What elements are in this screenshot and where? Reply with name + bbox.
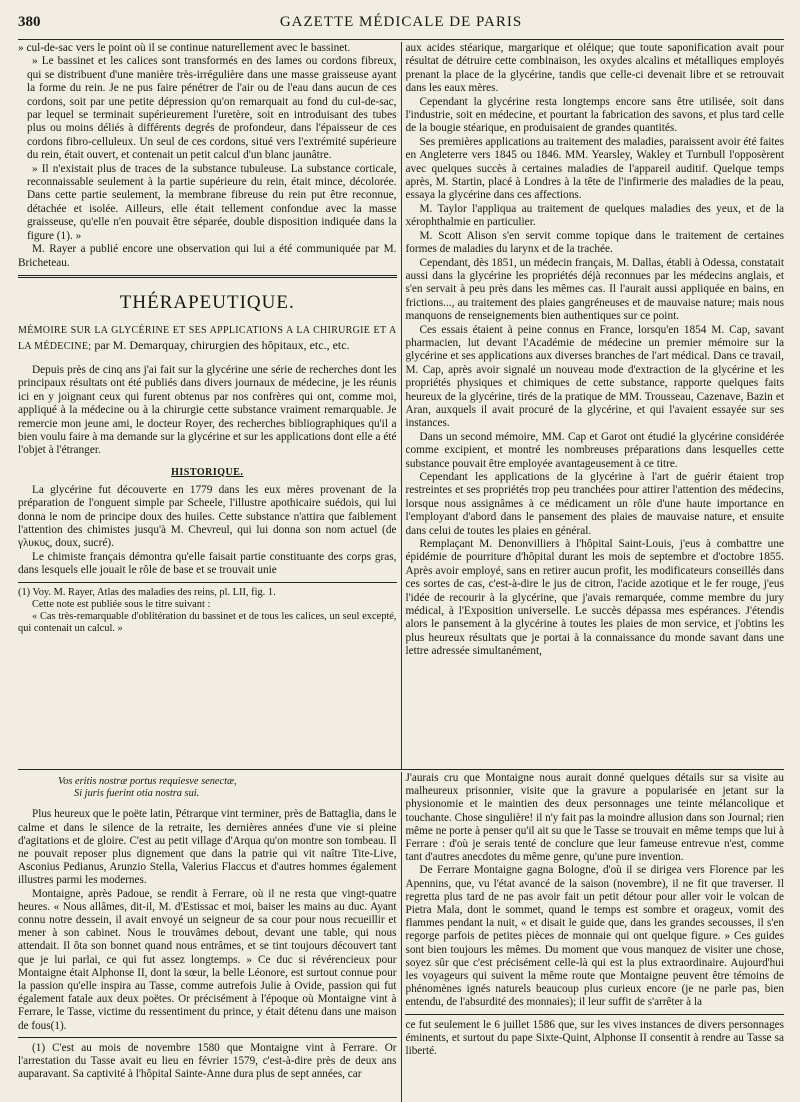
historique-paragraph: La glycérine fut découverte en 1779 dans les eux mères provenant de la préparation de l'onguent simple par Scheele, l'illustre apothicaire suédois, qui lui donna le nom de principe doux des huiles. Cette substance n'attira que faiblement l'attention des chimistes jusqu'à M. Chevreul, qui lui donna son nom actuel (de γλυκυς, doux, sucré). xyxy=(18,483,397,550)
memoir-title-caps: MÉMOIRE SUR LA GLYCÉRINE ET SES APPLICATIONS A LA CHIRURGIE ET A LA MÉDECINE; xyxy=(18,324,397,352)
epigraph-line: Vos eritis nostræ portus requiesve senectæ, xyxy=(58,776,237,787)
rayer-closing: M. Rayer a publié encore une observation qui lui a été communiquée par M. Bricheteau. xyxy=(18,243,397,269)
rayer-quote-line: » cul-de-sac vers le point où il se continue naturellement avec le bassinet. xyxy=(18,42,397,55)
footnote: « Cas très-remarquable d'oblitération du bassinet et de tous les calices, un seul excepté, qui contenait un calcul. » xyxy=(18,611,397,635)
footnote: Cette note est publiée sous le titre suivant : xyxy=(32,598,211,610)
article-paragraph: M. Scott Alison s'en servit comme topique dans le traitement de certaines formes de maladies du larynx et de la trachée. xyxy=(405,229,784,256)
rayer-quote-line: » Il n'existait plus de traces de la substance tubuleuse. La substance corticale, reconnaissable seulement à la partie supérieure du rein, était mince, décolorée. Dans cette partie seulement, la membrane fibreuse du rein put être reconnue, détachée et isolée. Ailleurs, elle était tellement confondue avec la masse graisseuse, qu'elle n'en pouvait être séparée, double disposition indiquée dans la figure (1). » xyxy=(18,163,397,243)
section-divider xyxy=(18,275,397,278)
feuilleton-paragraph: Plus heureux que le poëte latin, Pétrarque vint terminer, près de Battaglia, dans le calme et dans le silence de la retraite, les dernières années d'une vie si pleine d'agitations et de gloire. C'est au petit village d'Arqua qu'on montre son tombeau. Il ne pouvait reposer plus dignement que dans la patrie qui vit naître Tite-Live, Asconius Pedianus, Arunzio Stella, Valerius Flaccus et d'autres hommes également illustres parmi les modernes. xyxy=(18,808,397,887)
article-paragraph: Cependant la glycérine resta longtemps encore sans être utilisée, soit dans l'industrie, soit en médecine, et pourtant la fabrication des savons, et plus tard celle de la bougie stéarique, en produisaient de grandes quantités. xyxy=(405,95,784,135)
feuilleton-right-column xyxy=(401,772,784,1102)
feuilleton-divider xyxy=(18,769,784,770)
memoir-intro: Depuis près de cinq ans j'ai fait sur la glycérine une série de recherches dont les principaux résultats ont été publiés dans divers journaux de médecine, je les réunis ici en y joignant ceux qui furent obtenus par nos confrères qui ont, comme moi, appliqué à la médecine ou à la chirurgie cette substance vraiment remarquable. Je remercie mon jeune ami, le docteur Royer, des recherches bibliographiques qu'il a bien voulu faire à ma demande sur la glycérine et sur les applications dont elle a été l'objet à l'étranger. xyxy=(18,363,397,457)
footnote: (1) Voy. M. Rayer, Atlas des maladies des reins, pl. LII, fig. 1. xyxy=(18,586,276,598)
right-column xyxy=(401,42,784,769)
feuilleton-left-column xyxy=(18,772,401,1102)
feuilleton-paragraph: De Ferrare Montaigne gagna Bologne, d'où il se dirigea vers Florence par les Apennins, que, vu l'état avancé de la saison (novembre), il ne fit que traverser. Il regretta plus tard de ne pas avoir fait un petit détour pour aller voir le volcan de Pietra Mala, dont le sommet, quand le temps est sombre et orageux, vomit des flammes pendant la nuit, « et disait le guide que, dans les grandes secousses, il s'en regorge parfois de petites pièces de monnaie qui ont quelque figure. » Ces guides sont bien toujours les mêmes. Du moment que vous manquez de visiter une chose, soyez sûr que c'est précisément celle-là qui est la plus extraordinaire. Aujourd'hui les voyageurs qui suivent la même route que Montaigne peuvent être témoins de phénomènes ignés naturels beaucoup plus curieux encore (je ne parle pas, bien entendu, de l'absurdité des monnaies); il leur suffit de s'arrêter à la xyxy=(405,864,784,1009)
footnote-rule xyxy=(405,1014,784,1015)
article-paragraph: aux acides stéarique, margarique et oléique; que toute saponification avait pour résultat de détruire cette combinaison, les oxydes alcalins et métalliques employés prenant la place de la glycérine, tandis que celle-ci devenait libre et se retrouvait dans les eaux mères. xyxy=(405,42,784,95)
epigraph-line: Si juris fuerint otia nostra sui. xyxy=(74,788,200,800)
memoir-title xyxy=(18,322,397,354)
article-paragraph: Cependant les applications de la glycérine à l'art de guérir étaient trop restreintes et ses propriétés trop peu tranchées pour attirer l'attention des médecins, lorsque nous assignâmes à ce médicament un rôle d'une haute importance en l'employant d'abord dans le pansement des plaies de mauvaise nature, et ensuite dans celui de toutes les plaies en général. xyxy=(405,471,784,537)
feuilleton-area xyxy=(18,772,784,1102)
article-paragraph: Ses premières applications au traitement des maladies, paraissent avoir été faites en Angleterre vers 1845 ou 1846. MM. Yearsley, Wakley et Turnbull l'opposèrent avec quelques succès à certaines maladies de l'appareil auditif. Quelque temps après, M. Startin, placé à Londres à la tête de l'infirmerie des maladies de la peau, essaya la glycérine dans ces affections. xyxy=(405,135,784,202)
left-column xyxy=(18,42,401,769)
article-paragraph: Ces essais étaient à peine connus en France, lorsqu'en 1854 M. Cap, savant pharmacien, lut devant l'Académie de médecine un premier mémoire sur la glycérine et ses applications aux diverses branches de l'art médical. Dans ce travail, M. Cap, après avoir signalé un nouveau mode d'extraction de la glycérine et les propriétés physiques et chimiques de cette substance, rapporte quelques faits heureux de la glycérine, tirés de la pratique de MM. Trousseau, Cazenave, Bazin et Aran, auxquels il avait procuré de la glycérine, et qui l'avaient essayée sur ses instances. xyxy=(405,323,784,430)
article-paragraph: Remplaçant M. Denonvilliers à l'hôpital Saint-Louis, j'eus à combattre une épidémie de pourriture d'hôpital durant les mois de septembre et d'octobre 1855. Après avoir employé, sans en retirer aucun profit, les modificateurs conseillés dans ces sortes de cas, c'est-à-dire le jus de citron, l'acide azotique et le fer rouge, j'eus l'idée de recourir à la glycérine, que j'avais remarquée, comme membre du jury médical, à l'Exposition universelle. Le succès dépassa mes espérances. J'étendis alors le pansement à la glycérine à toutes les plaies de mon service, et j'obtins les plus heureux résultats que je portai à la connaissance du monde savant dans une lettre adressée simultanément, xyxy=(405,538,784,658)
page-header xyxy=(18,14,784,40)
historique-heading: HISTORIQUE. xyxy=(171,466,244,478)
page-number: 380 xyxy=(18,14,41,30)
memoir-author: par M. Demarquay, chirurgien des hôpitaux, etc., etc. xyxy=(91,337,350,352)
feuilleton-footnote: (1) C'est au mois de novembre 1580 que Montaigne vint à Ferrare. Or l'arrestation du Tasse avait eu lieu en février 1579, c'est-à-dire près de deux ans auparavant. Sa captivité à l'hôpital Sainte-Anne dura plus de sept années, car xyxy=(18,1041,397,1081)
journal-title: GAZETTE MÉDICALE DE PARIS xyxy=(279,14,523,30)
article-paragraph: Dans un second mémoire, MM. Cap et Garot ont étudié la glycérine considérée comme excipient, et montré les nombreuses préparations dans lesquelles cette substance pouvait être employée avantageusement à ce titre. xyxy=(405,430,784,470)
section-title: THÉRAPEUTIQUE. xyxy=(119,291,295,313)
feuilleton-footnote: ce fut seulement le 6 juillet 1586 que, sur les vives instances de divers personnages éminents, et surtout du pape Sixte-Quint, Alphonse II consentit à rendre au Tasse sa liberté. xyxy=(405,1018,784,1058)
feuilleton-paragraph: Montaigne, après Padoue, se rendit à Ferrare, où il ne resta que vingt-quatre heures. « Nous allâmes, dit-il, M. d'Estissac et moi, baiser les mains au duc. Ayant connu notre dessein, il avait envoyé un seigneur de sa cour pour nous recueillir et mener à son cabinet. Nous le trouvâmes debout, devant une table, qui nous attendait. Il ôta son bonnet quand nous entrâmes, et se tint toujours découvert tant que je lui parlai, ce qui fut assez longtemps. » Ce duc si révérencieux pour Montaigne était Alphonse II, dont la sœur, la belle Léonore, est surtout connue pour la passion qu'elle inspira au Tasse, comme autrefois Julie à Ovide, passion qui fut également fatale aux deux poëtes. Or précisément à l'époque où Montaigne vint à Ferrare, le Tasse, victime du ressentiment du prince, y était détenu dans une maison de fous(1). xyxy=(18,887,397,1032)
feuilleton-paragraph: J'aurais cru que Montaigne nous aurait donné quelques détails sur sa visite au malheureux prisonnier, visite que la gravure a popularisée en jetant sur la physionomie et le maintien des deux personnages une teinte mélancolique et touchante. Chose singulière! il n'y fait pas la moindre allusion dans son Journal; rien même ne porte à penser qu'il ait su que le Tasse se trouvait en même temps que lui à Ferrare : d'où je serais tenté de conclure que leur fameuse entrevue n'est, comme tant d'autres anecdotes du même genre, qu'une pure invention. xyxy=(405,772,784,864)
rayer-quote-line: » Le bassinet et les calices sont transformés en des lames ou cordons fibreux, qui se distribuent d'une manière très-irrégulière dans une masse graisseuse ayant la forme du rein. Je ne pus faire pénétrer de l'air ou de l'eau dans aucun de ces cordons, soit par une petite dépression qu'on remarquait au fond du cul-de-sac, par lequel se terminait supérieurement l'uretère, soit en introduisant des tubes plus ou moins déliés à différents degrés de profondeur, dans l'épaisseur de ces cordons fibro-celluleux. Un seul de ces cordons, situé vers l'extrémité supérieure du rein, était ouvert, et contenait un petit calcul d'un blanc jaunâtre. xyxy=(18,55,397,162)
article-paragraph: Cependant, dès 1851, un médecin français, M. Dallas, établi à Odessa, constatait aussi dans la glycérine les propriétés déjà reconnues par les médecins anglais, et s'en servait à peu près dans les mêmes cas. Il l'aurait aussi appliquée en bains, en frictions..., au traitement des plaies gangréneuses et de mauvaise nature; mais nous manquons de renseignements bien authentiques sur ce point. xyxy=(405,256,784,323)
historique-paragraph: Le chimiste français démontra qu'elle faisait partie constituante des corps gras, dans lesquels elle jouait le rôle de base et se trouvait unie xyxy=(18,550,397,577)
epigraph xyxy=(58,776,397,800)
article-paragraph: M. Taylor l'appliqua au traitement de quelques maladies des yeux, et de la xérophthalmie en particulier. xyxy=(405,202,784,229)
footnote-rule xyxy=(18,1037,397,1038)
main-article-area xyxy=(18,42,784,769)
footnote-rule xyxy=(18,582,397,583)
